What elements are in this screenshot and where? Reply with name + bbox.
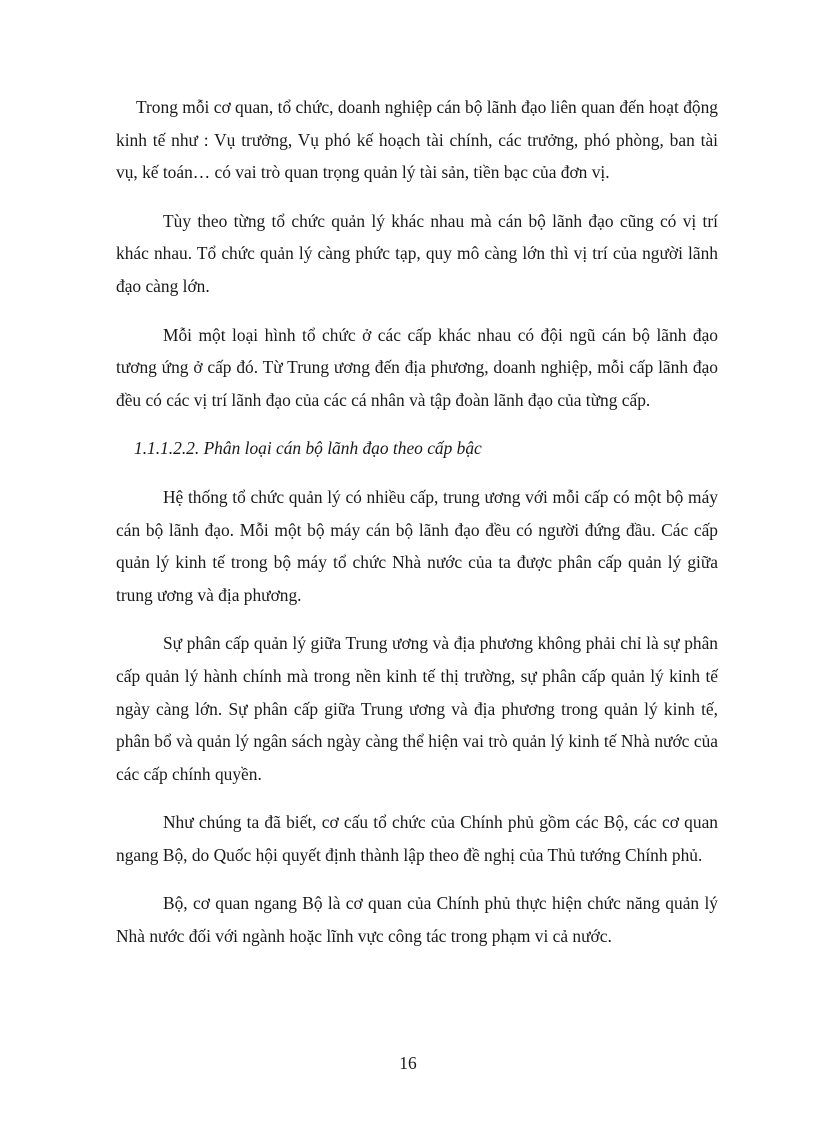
paragraph-levels-of-organization: Mỗi một loại hình tổ chức ở các cấp khác nhau có đội ngũ cán bộ lãnh đạo tương ứng ở cấp đó. Từ Trung ương đến địa phương, doanh nghiệp, mỗi cấp lãnh đạo đều có các vị trí lãnh đạo của các cá nhân và tập đoàn lãnh đạo của từng cấp.	[116, 324, 718, 410]
section-heading: 1.1.1.2.2. Phân loại cán bộ lãnh đạo theo cấp bậc	[134, 438, 482, 459]
page-number: 16	[399, 1053, 417, 1073]
paragraph-government-structure: Như chúng ta đã biết, cơ cấu tổ chức của Chính phủ gồm các Bộ, các cơ quan ngang Bộ, do Quốc hội quyết định thành lập theo đề nghị của Thủ tướng Chính phủ.	[116, 812, 718, 865]
paragraph-leadership-roles: Trong mỗi cơ quan, tổ chức, doanh nghiệp cán bộ lãnh đạo liên quan đến hoạt động kinh tế như : Vụ trưởng, Vụ phó kế hoạch tài chính, các trưởng, phó phòng, ban tài vụ, kế toán… có vai trò quan trọng quản lý tài sản, tiền bạc của đơn vị.	[116, 97, 718, 183]
page-body	[116, 91, 718, 953]
paragraph-decentralization: Sự phân cấp quản lý giữa Trung ương và địa phương không phải chỉ là sự phân cấp quản lý hành chính mà trong nền kinh tế thị trường, sự phân cấp quản lý kinh tế ngày càng lớn. Sự phân cấp giữa Trung ương và địa phương trong quản lý kinh tế, phân bổ và quản lý ngân sách ngày càng thể hiện vai trò quản lý kinh tế Nhà nước của các cấp chính quyền.	[116, 633, 718, 784]
paragraph-ministry-function: Bộ, cơ quan ngang Bộ là cơ quan của Chính phủ thực hiện chức năng quản lý Nhà nước đối với ngành hoặc lĩnh vực công tác trong phạm vi cả nước.	[116, 893, 718, 947]
paragraph-position-varies: Tùy theo từng tổ chức quản lý khác nhau mà cán bộ lãnh đạo cũng có vị trí khác nhau. Tổ chức quản lý càng phức tạp, quy mô càng lớn thì vị trí của người lãnh đạo càng lớn.	[116, 210, 718, 296]
paragraph-management-system: Hệ thống tổ chức quản lý có nhiều cấp, trung ương với mỗi cấp có một bộ máy cán bộ lãnh đạo. Mỗi một bộ máy cán bộ lãnh đạo đều có người đứng đầu. Các cấp quản lý kinh tế trong bộ máy tổ chức Nhà nước của ta được phân cấp quản lý giữa trung ương và địa phương.	[116, 486, 718, 605]
